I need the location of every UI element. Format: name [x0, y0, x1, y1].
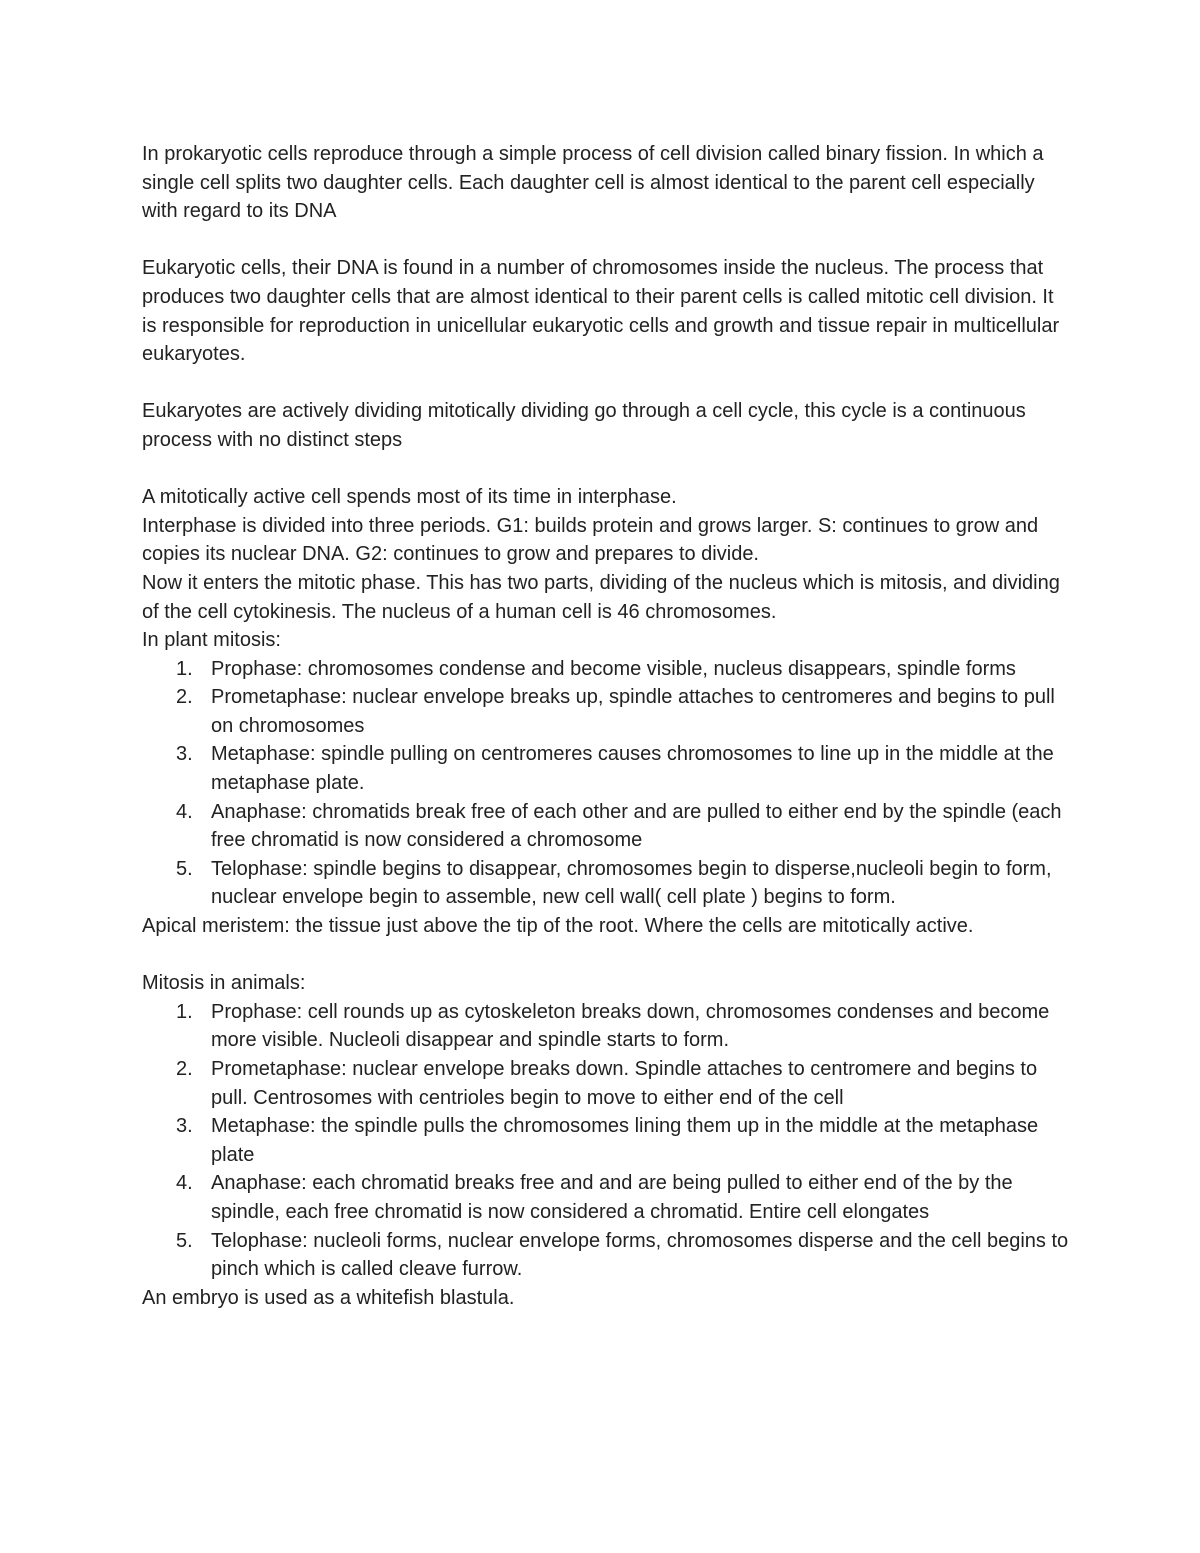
paragraph-cell-cycle: Eukaryotes are actively dividing mitotically dividing go through a cell cycle, this cycle is a continuous process with no distinct steps	[142, 400, 1026, 451]
paragraph-gap	[142, 369, 1072, 398]
list-item-text: Anaphase: chromatids break free of each other and are pulled to either end by the spindle (each free chromatid is now considered a chromosome	[211, 800, 1062, 852]
paragraph-gap	[142, 226, 1072, 255]
list-number: 4.	[176, 800, 193, 823]
paragraph-apical-meristem: Apical meristem: the tissue just above the tip of the root. Where the cells are mitotically active.	[142, 915, 974, 938]
paragraph-embryo: An embryo is used as a whitefish blastula.	[142, 1286, 515, 1309]
list-item	[142, 683, 1072, 740]
list-item	[142, 1169, 1072, 1226]
list-item	[142, 1227, 1072, 1284]
list-item-text: Metaphase: spindle pulling on centromeres causes chromosomes to line up in the middle at the metaphase plate.	[211, 743, 1054, 795]
paragraph-gap	[142, 455, 1072, 484]
list-number: 4.	[176, 1172, 193, 1195]
plant-mitosis-heading: In plant mitosis:	[142, 629, 281, 652]
paragraph-interphase-periods: Interphase is divided into three periods. G1: builds protein and grows larger. S: continues to grow and copies its nuclear DNA. G2: continues to grow and prepares to divide.	[142, 514, 1039, 566]
plant-mitosis-list	[142, 655, 1072, 912]
list-item-text: Telophase: nucleoli forms, nuclear envelope forms, chromosomes disperse and the cell begins to pinch which is called cleave furrow.	[211, 1229, 1069, 1281]
list-item-text: Prometaphase: nuclear envelope breaks down. Spindle attaches to centromere and begins to pull. Centrosomes with centrioles begin to move to either end of the cell	[211, 1058, 1038, 1109]
list-item	[142, 998, 1072, 1055]
animal-mitosis-list	[142, 998, 1072, 1284]
list-item-text: Prophase: cell rounds up as cytoskeleton breaks down, chromosomes condenses and become more visible. Nucleoli disappear and spindle starts to form.	[211, 1000, 1050, 1052]
list-item-text: Metaphase: the spindle pulls the chromosomes lining them up in the middle at the metaphase plate	[211, 1115, 1039, 1166]
list-item-text: Prometaphase: nuclear envelope breaks up, spindle attaches to centromeres and begins to pull on chromosomes	[211, 686, 1055, 737]
list-number: 1.	[176, 1000, 193, 1023]
list-number: 5.	[176, 1229, 193, 1252]
paragraph-interphase-intro: A mitotically active cell spends most of its time in interphase.	[142, 486, 677, 509]
document-page	[142, 140, 1072, 1312]
list-item-text: Prophase: chromosomes condense and become visible, nucleus disappears, spindle forms	[211, 657, 1016, 680]
paragraph-mitotic-phase: Now it enters the mitotic phase. This has two parts, dividing of the nucleus which is mitosis, and dividing of the cell cytokinesis. The nucleus of a human cell is 46 chromosomes.	[142, 571, 1060, 623]
animal-mitosis-heading: Mitosis in animals:	[142, 972, 306, 995]
list-number: 2.	[176, 1058, 193, 1080]
list-item	[142, 1055, 1072, 1112]
list-item	[142, 655, 1072, 684]
list-number: 3.	[176, 743, 193, 766]
paragraph-eukaryotic: Eukaryotic cells, their DNA is found in a number of chromosomes inside the nucleus. The process that produces two daughter cells that are almost identical to their parent cells is called mitotic cell division. It is responsible for reproduction in unicellular eukaryotic cells and growth and tissue repair in multicellular eukaryotes.	[142, 257, 1060, 366]
list-number: 3.	[176, 1115, 193, 1138]
list-item	[142, 855, 1072, 912]
list-item	[142, 740, 1072, 797]
list-number: 1.	[176, 657, 193, 680]
list-item-text: Anaphase: each chromatid breaks free and and are being pulled to either end of the by the spindle, each free chromatid is now considered a chromatid. Entire cell elongates	[211, 1172, 1013, 1223]
paragraph-gap	[142, 941, 1072, 970]
list-item	[142, 798, 1072, 855]
list-item	[142, 1112, 1072, 1169]
list-item-text: Telophase: spindle begins to disappear, chromosomes begin to disperse,nucleoli begin to form, nuclear envelope begin to assemble, new cell wall( cell plate ) begins to form.	[211, 857, 1052, 909]
list-number: 2.	[176, 686, 193, 709]
list-number: 5.	[176, 857, 193, 880]
paragraph-prokaryotic: In prokaryotic cells reproduce through a simple process of cell division called binary fission. In which a single cell splits two daughter cells. Each daughter cell is almost identical to the parent cell especially with regard to its DNA	[142, 143, 1044, 223]
